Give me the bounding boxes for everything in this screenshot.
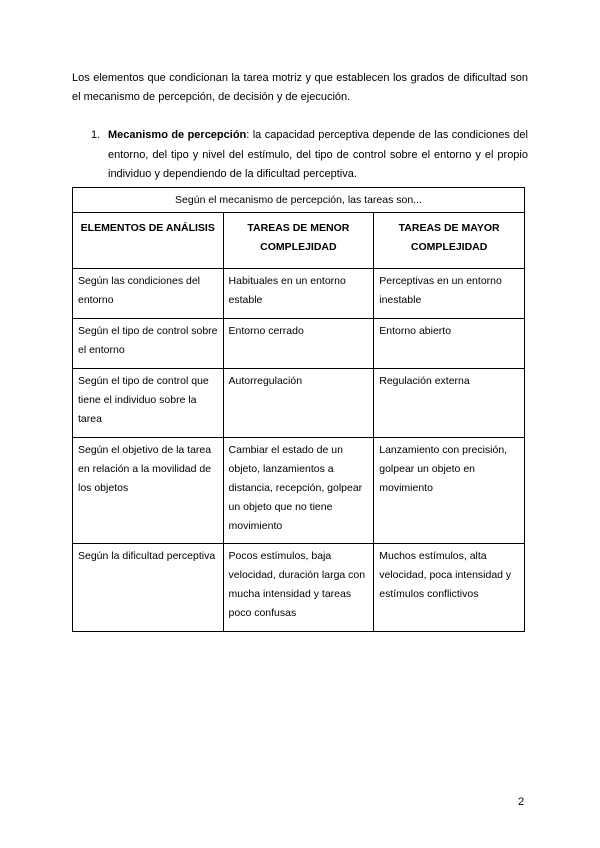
table-cell: Entorno abierto: [374, 319, 525, 369]
table-row: [73, 544, 525, 632]
table-cell: Lanzamiento con precisión, golpear un objeto en movimiento: [374, 438, 525, 544]
table-caption-row: [73, 188, 525, 213]
list-item-body: [108, 126, 528, 185]
table-cell: Según el tipo de control que tiene el individuo sobre la tarea: [73, 369, 224, 438]
list-item-title: Mecanismo de percepción: [108, 129, 247, 141]
table-row: [73, 369, 525, 438]
table-cell: Autorregulación: [223, 369, 374, 438]
table-cell: Cambiar el estado de un objeto, lanzamientos a distancia, recepción, golpear un objeto que no tiene movimiento: [223, 438, 374, 544]
header-higher-complexity: TAREAS DE MAYOR COMPLEJIDAD: [374, 213, 525, 269]
list-item-text: : la capacidad perceptiva depende de las condiciones del entorno, del tipo y nivel del estímulo, del tipo de control sobre el entorno y el propio individuo y dependiendo de la dificultad perceptiva.: [108, 129, 528, 180]
table-cell: Habituales en un entorno estable: [223, 269, 374, 319]
page-number: 2: [518, 796, 525, 808]
table-cell: Perceptivas en un entorno inestable: [374, 269, 525, 319]
table-row: [73, 319, 525, 369]
table-cell: Según la dificultad perceptiva: [73, 544, 224, 632]
table-header-row: [73, 213, 525, 269]
list-number: 1.: [91, 129, 101, 141]
table-cell: Pocos estímulos, baja velocidad, duración larga con mucha intensidad y tareas poco confusas: [223, 544, 374, 632]
list-item-perception: [91, 126, 528, 185]
table-cell: Según el objetivo de la tarea en relación a la movilidad de los objetos: [73, 438, 224, 544]
header-elements: ELEMENTOS DE ANÁLISIS: [73, 213, 224, 269]
table-cell: Entorno cerrado: [223, 319, 374, 369]
table-cell: Según las condiciones del entorno: [73, 269, 224, 319]
table-row: [73, 438, 525, 544]
table-caption: Según el mecanismo de percepción, las tareas son...: [73, 188, 525, 213]
table-cell: Muchos estímulos, alta velocidad, poca intensidad y estímulos conflictivos: [374, 544, 525, 632]
table-row: [73, 269, 525, 319]
table-cell: Según el tipo de control sobre el entorno: [73, 319, 224, 369]
table-cell: Regulación externa: [374, 369, 525, 438]
perception-table: [72, 187, 525, 632]
header-lower-complexity: TAREAS DE MENOR COMPLEJIDAD: [223, 213, 374, 269]
intro-paragraph: Los elementos que condicionan la tarea motriz y que establecen los grados de dificultad son el mecanismo de percepción, de decisión y de ejecución.: [72, 72, 528, 103]
